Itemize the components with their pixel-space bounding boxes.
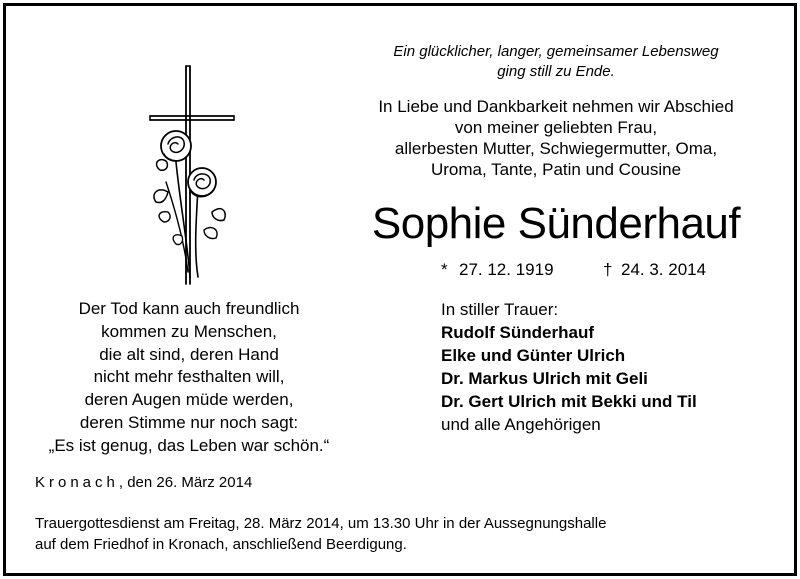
mourner-name: Dr. Gert Ulrich mit Bekki und Til [441, 392, 697, 411]
intro-line: In Liebe und Dankbarkeit nehmen wir Abschied [378, 97, 734, 116]
poem-line: die alt sind, deren Hand [99, 344, 279, 364]
poem-line: kommen zu Menschen, [101, 321, 277, 341]
mourner-name: Dr. Markus Ulrich mit Geli [441, 369, 648, 388]
poem-line: deren Augen müde werden, [84, 390, 294, 410]
motto-line: ging still zu Ende. [497, 63, 615, 80]
obituary-notice [3, 3, 797, 576]
motto-line: Ein glücklicher, langer, gemeinsamer Lebensweg [393, 43, 719, 60]
intro-text [356, 96, 756, 180]
intro-line: Uroma, Tante, Patin und Cousine [430, 160, 682, 179]
poem-line: „Es ist genug, das Leben war schön.“ [48, 435, 330, 455]
notice-date: , den 26. März 2014 [118, 474, 253, 491]
poem [24, 298, 354, 458]
mourner-name: Elke und Günter Ulrich [441, 346, 626, 365]
mourner-name: Rudolf Sünderhauf [441, 323, 594, 342]
place-date [35, 473, 252, 493]
service-info [35, 513, 755, 555]
birth-date: 27. 12. 1919 [459, 260, 554, 279]
poem-line: nicht mehr festhalten will, [93, 367, 285, 387]
poem-line: Der Tod kann auch freundlich [78, 299, 300, 318]
birth-symbol: * [441, 260, 448, 279]
place-name: Kronach [35, 474, 119, 491]
intro-line: allerbesten Mutter, Schwiegermutter, Oma, [394, 139, 718, 158]
service-line: auf dem Friedhof in Kronach, anschließend Beerdigung. [35, 536, 407, 553]
death-date: 24. 3. 2014 [621, 260, 707, 279]
mourners-closing: und alle Angehörigen [441, 415, 601, 434]
motto [366, 42, 746, 82]
cross-with-roses-icon [146, 62, 241, 292]
intro-line: von meiner geliebten Frau, [454, 118, 658, 137]
service-line: Trauergottesdienst am Freitag, 28. März 2014, um 13.30 Uhr in der Aussegnungshalle [35, 515, 607, 532]
poem-line: deren Stimme nur noch sagt: [79, 412, 299, 432]
mourners-heading: In stiller Trauer: [441, 300, 559, 319]
death-symbol: † [603, 260, 613, 279]
deceased-name: Sophie Sünderhauf [371, 199, 741, 248]
life-dates [441, 259, 741, 283]
mourners-block [441, 298, 781, 436]
